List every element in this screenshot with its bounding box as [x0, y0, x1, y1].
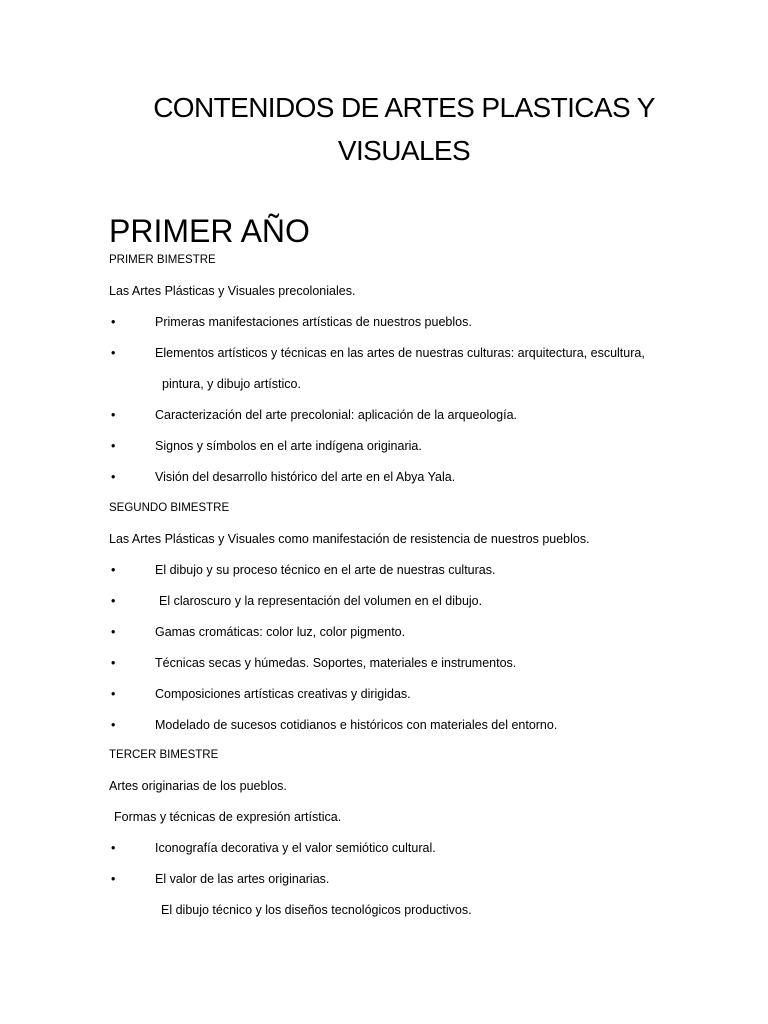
bimestre2-heading: SEGUNDO BIMESTRE: [109, 502, 230, 514]
bullet-marker: •: [111, 872, 116, 886]
bimestre1-item: Signos y símbolos en el arte indígena originaria.: [155, 439, 422, 453]
bimestre1-intro: Las Artes Plásticas y Visuales precoloniales.: [109, 284, 356, 298]
bullet-marker: •: [111, 470, 116, 484]
bimestre1-item: Primeras manifestaciones artísticas de nuestros pueblos.: [155, 315, 472, 329]
year-heading: PRIMER AÑO: [109, 213, 310, 249]
bullet-marker: •: [111, 346, 116, 360]
bimestre3-item: El valor de las artes originarias.: [155, 872, 330, 886]
bullet-marker: •: [111, 718, 116, 732]
bimestre1-item: Elementos artísticos y técnicas en las artes de nuestras culturas: arquitectura, escultura,: [155, 346, 645, 360]
bimestre1-heading: PRIMER BIMESTRE: [109, 254, 216, 266]
bimestre3-intro: Artes originarias de los pueblos.: [109, 779, 287, 793]
bimestre1-item-continuation: pintura, y dibujo artístico.: [162, 377, 301, 391]
bimestre2-item: El dibujo y su proceso técnico en el arte de nuestras culturas.: [155, 563, 496, 577]
bimestre3-item: Iconografía decorativa y el valor semiótico cultural.: [155, 841, 436, 855]
bimestre1-item: Visión del desarrollo histórico del arte en el Abya Yala.: [155, 470, 456, 484]
bullet-marker: •: [111, 563, 116, 577]
bimestre1-item: Caracterización del arte precolonial: aplicación de la arqueología.: [155, 408, 518, 422]
bullet-marker: •: [111, 656, 116, 670]
bimestre2-item: El claroscuro y la representación del volumen en el dibujo.: [159, 594, 483, 608]
document-title-line2: VISUALES: [337, 135, 471, 166]
bullet-marker: •: [111, 439, 116, 453]
bimestre2-item: Técnicas secas y húmedas. Soportes, materiales e instrumentos.: [155, 656, 517, 670]
bimestre3-intro2: Formas y técnicas de expresión artística.: [114, 810, 342, 824]
bimestre2-item: Composiciones artísticas creativas y dirigidas.: [155, 687, 411, 701]
bullet-marker: •: [111, 625, 116, 639]
bimestre3-trailing-line: El dibujo técnico y los diseños tecnológicos productivos.: [161, 903, 472, 917]
document-title-line1: CONTENIDOS DE ARTES PLASTICAS Y: [153, 92, 655, 123]
bimestre3-heading: TERCER BIMESTRE: [109, 749, 219, 761]
bimestre2-item: Modelado de sucesos cotidianos e históricos con materiales del entorno.: [155, 718, 558, 732]
bullet-marker: •: [111, 315, 116, 329]
bimestre2-item: Gamas cromáticas: color luz, color pigmento.: [155, 625, 406, 639]
bimestre2-intro: Las Artes Plásticas y Visuales como manifestación de resistencia de nuestros pueblos.: [109, 532, 590, 546]
bullet-marker: •: [111, 408, 116, 422]
bullet-marker: •: [111, 594, 116, 608]
bullet-marker: •: [111, 841, 116, 855]
bullet-marker: •: [111, 687, 116, 701]
